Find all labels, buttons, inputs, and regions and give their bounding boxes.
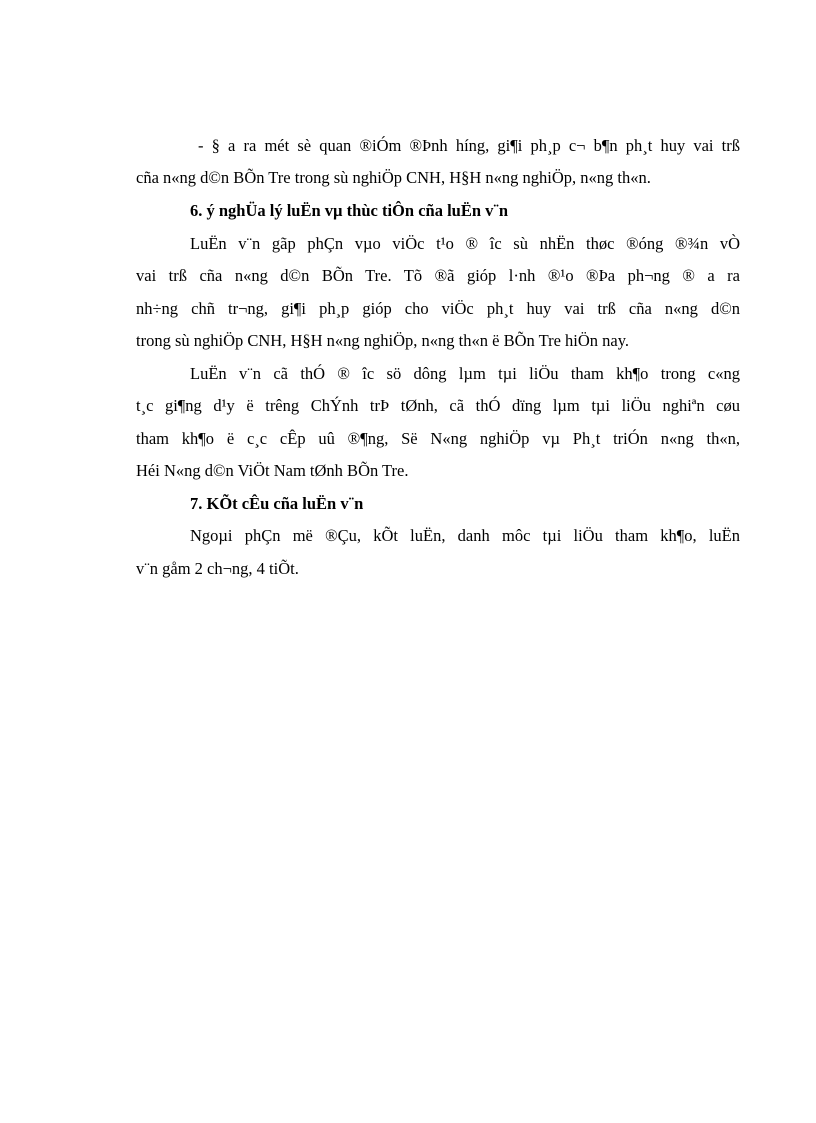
paragraph-2-line-3: nh÷ng chñ tr¬ng, gi¶i ph¸p gióp cho viÖc ph¸t huy vai trß cña n«ng d©n (136, 299, 740, 318)
paragraph-2-line-2: vai trß cña n«ng d©n BÕn Tre. Tõ ®ã gióp l·nh ®¹o ®Þa ph¬ng ® a ra (136, 266, 740, 285)
paragraph-3-line-1: LuËn v¨n cã thÓ ® îc sö dông lµm tµi liÖu tham kh¶o trong c«ng (190, 364, 740, 383)
paragraph-1-line-2: cña n«ng d©n BÕn Tre trong sù nghiÖp CNH, H§H n«ng nghiÖp, n«ng th«n. (136, 168, 651, 187)
paragraph-3-line-4: Héi N«ng d©n ViÖt Nam tØnh BÕn Tre. (136, 461, 409, 480)
paragraph-1-line-1: - § a ra mét sè quan ®iÓm ®Þnh híng, gi¶i ph¸p c¬ b¶n ph¸t huy vai trß (198, 136, 740, 155)
paragraph-4-line-1: Ngoµi phÇn më ®Çu, kÕt luËn, danh môc tµi liÖu tham kh¶o, luËn (190, 526, 740, 545)
paragraph-2-line-4: trong sù nghiÖp CNH, H§H n«ng nghiÖp, n«ng th«n ë BÕn Tre hiÖn nay. (136, 331, 630, 350)
paragraph-3-line-2: t¸c gi¶ng d¹y ë trêng ChÝnh trÞ tØnh, cã thÓ dïng lµm tµi liÖu nghiªn cøu (136, 396, 740, 415)
section-heading-7: 7. KÕt cÊu cña luËn v¨n (190, 494, 364, 513)
paragraph-3-line-3: tham kh¶o ë c¸c cÊp uû ®¶ng, Së N«ng nghiÖp vµ Ph¸t triÓn n«ng th«n, (136, 429, 740, 448)
paragraph-4-line-2: v¨n gåm 2 ch¬ng, 4 tiÕt. (136, 559, 299, 578)
section-heading-6: 6. ý nghÜa lý luËn vµ thùc tiÔn cña luËn v¨n (190, 201, 509, 220)
paragraph-2-line-1: LuËn v¨n gãp phÇn vµo viÖc t¹o ® îc sù nhËn thøc ®óng ®¾n vÒ (190, 234, 740, 253)
